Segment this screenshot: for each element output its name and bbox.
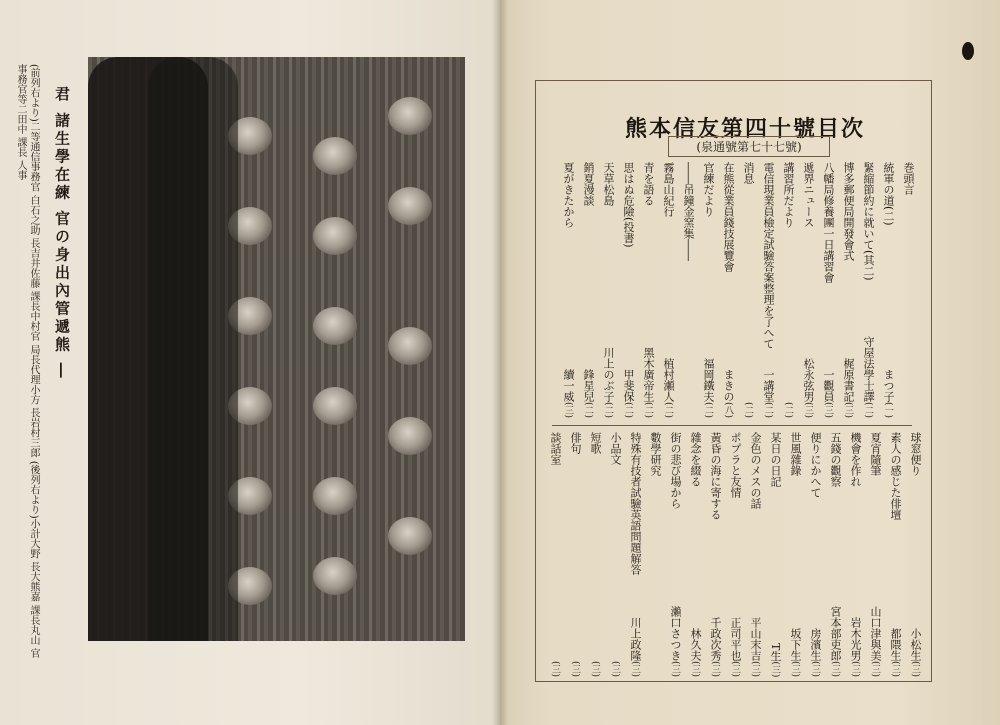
toc-entry-title: 霧島山紀行 [662, 162, 675, 217]
toc-entry-meta [845, 617, 865, 677]
toc-entry [605, 432, 625, 677]
toc-entry-title: 五錢の觀察 [829, 432, 842, 487]
toc-entry [765, 432, 785, 677]
toc-entry-page: (三) [870, 660, 880, 677]
toc-entry-meta [818, 369, 838, 418]
toc-entry-meta [778, 402, 798, 418]
toc-entry [625, 432, 645, 677]
toc-entry-page: (三) [630, 660, 640, 677]
toc-entry [658, 162, 678, 418]
toc-entry-author: 正司平也 [729, 616, 742, 661]
toc-entry [598, 162, 618, 418]
toc-entry-title: 雜念を綴る [689, 432, 702, 487]
toc-entry-meta [625, 617, 645, 677]
toc-lower-section [540, 432, 925, 677]
toc-entry [845, 432, 865, 677]
toc-entry-title: 夏がきたから [562, 162, 575, 228]
toc-entry-meta [858, 336, 878, 418]
toc-entry-page: (三) [803, 401, 813, 418]
toc-entry-meta [878, 369, 898, 418]
toc-entry-page: (二) [583, 401, 593, 418]
toc-entry-title: 世風雜錄 [789, 432, 802, 476]
group-photo [88, 57, 465, 641]
photo-caption-names: (前列右より)二等通信事務官 白石之助 長吉井佐藤 課長中村官 局長代理小方 長岩村三郎 (後列右より)小計大野 長大熊嘉 課長丸山 官事務官等二田中 課長 人事 [15, 64, 39, 659]
toc-entry-meta [785, 628, 805, 677]
toc-entry [785, 432, 805, 677]
toc-entry-page: (二) [603, 401, 613, 418]
toc-entry-title: 某日の日記 [769, 432, 782, 487]
toc-entry-page: (三) [690, 660, 700, 677]
toc-entry-page: (三) [770, 660, 780, 677]
toc-entry [558, 162, 578, 418]
toc-entry-page: (二) [783, 401, 793, 418]
toc-entry-title: 在熊從業員錢技展覽會 [722, 162, 735, 272]
toc-entry [678, 162, 698, 418]
toc-entry-title: 遞界ニュース [802, 162, 815, 228]
toc-entry-page: (二) [623, 401, 633, 418]
toc-entry-author: 川上政隆 [629, 616, 642, 661]
toc-entry-meta [838, 358, 858, 418]
toc-entry-author: 一觀員 [822, 368, 835, 402]
toc-entry-meta [758, 369, 778, 418]
photo-person [313, 387, 357, 425]
toc-entry-page: (三) [850, 660, 860, 677]
toc-entry-page: (二) [663, 401, 673, 418]
toc-entry-title: 機會を作れ [849, 432, 862, 487]
toc-entry-title: 銷夏漫談 [582, 162, 595, 206]
toc-entry-author: 瀨口さつき [669, 605, 682, 661]
toc-entry-author: 林久夫 [689, 627, 702, 661]
toc-entry-page: (三) [750, 660, 760, 677]
photo-caption-title: 君 諸生學在練 官の身出內管遞熊 ― [53, 86, 71, 381]
toc-entry-meta [865, 606, 885, 677]
toc-entry-author: 都隈生 [889, 627, 902, 661]
toc-entry-page: (三) [830, 660, 840, 677]
toc-entry-meta [605, 661, 625, 677]
toc-entry-author: 續一威 [562, 368, 575, 402]
photo-person [313, 477, 357, 515]
toc-entry-author: まきの [722, 368, 735, 402]
toc-entry-title: 黃昏の海に寄する [709, 432, 722, 520]
toc-entry-meta [798, 358, 818, 418]
toc-entry-title: 俳句 [569, 432, 582, 454]
toc-entry-meta [738, 402, 758, 418]
toc-entry-meta [745, 617, 765, 677]
toc-entry [685, 432, 705, 677]
toc-entry-meta [578, 369, 598, 418]
toc-entry-meta [638, 347, 658, 418]
toc-entry-author: 一講堂 [762, 368, 775, 402]
photo-person [388, 97, 432, 135]
toc-entry-page: (八) [723, 401, 733, 418]
toc-title: 熊本信友第四十號目次 [624, 116, 865, 142]
toc-entry-meta [725, 617, 745, 677]
toc-entry-title: 統軍の道(二) [882, 162, 895, 226]
toc-entry-page: (三) [570, 660, 580, 677]
toc-entry-author: 黑木廣帝生 [642, 346, 655, 402]
toc-entry [638, 162, 658, 418]
photo-person [313, 557, 357, 595]
toc-entry-title: 講習所だより [782, 162, 795, 228]
toc-entry-meta [585, 661, 605, 677]
binding-hole [962, 42, 974, 60]
toc-entry-page: (二) [763, 401, 773, 418]
toc-entry-title: 青を語る [642, 162, 655, 206]
toc-subtitle: (泉通號第七十七號) [668, 136, 830, 157]
toc-entry-author: 千政次秀 [709, 616, 722, 661]
toc-entry-author: 坂下生 [789, 627, 802, 661]
toc-entry [718, 162, 738, 418]
toc-entry-title: 博多郵便局開發會式 [842, 162, 855, 261]
toc-entry [698, 162, 718, 418]
photo-person [313, 217, 357, 255]
toc-entry-title: 數學研究 [649, 432, 662, 476]
toc-entry [738, 162, 758, 418]
photo-person [388, 327, 432, 365]
toc-entry [838, 162, 858, 418]
toc-entry-author: まつ子 [882, 368, 895, 402]
toc-entry-page: (三) [843, 401, 853, 418]
toc-entry-page: (三) [910, 660, 920, 677]
toc-entry [858, 162, 878, 418]
toc-entry-page: (三) [563, 401, 573, 418]
toc-entry-page: (二) [743, 401, 753, 418]
toc-entry [545, 432, 565, 677]
toc-entry-page: (二) [703, 401, 713, 418]
toc-entry [865, 432, 885, 677]
toc-entry-title: 思はぬ危險(投書) [622, 162, 635, 248]
toc-entry [565, 432, 585, 677]
photo-uniforms [148, 57, 238, 641]
toc-entry [705, 432, 725, 677]
toc-entry-title: 特殊有技者試驗英語問題解答 [629, 432, 642, 575]
toc-entry-title: 夏宵隨筆 [869, 432, 882, 476]
toc-entry-meta [905, 628, 925, 677]
toc-entry [618, 162, 638, 418]
book-gutter [492, 0, 508, 725]
toc-entry [818, 162, 838, 418]
toc-entry-meta [698, 358, 718, 418]
toc-entry-author: 松永弦男 [802, 357, 815, 402]
toc-entry-meta [885, 628, 905, 677]
toc-entry-title: 素人の感じた俳壇 [889, 432, 902, 520]
toc-entry [645, 432, 665, 677]
toc-entry-meta [665, 606, 685, 677]
toc-entry [745, 432, 765, 677]
toc-entry-meta [565, 661, 585, 677]
toc-entry-title: ポプラと友情 [729, 432, 742, 498]
toc-entry-page: (三) [810, 660, 820, 677]
toc-entry-author: T生 [769, 642, 782, 661]
toc-entry-title: 便りにかへて [809, 432, 822, 498]
toc-entry-page: (三) [710, 660, 720, 677]
toc-entry-title: 短歌 [589, 432, 602, 454]
toc-entry-page: (二) [643, 401, 653, 418]
photo-person [313, 307, 357, 345]
toc-entry-page: (三) [550, 660, 560, 677]
toc-entry-author: 山口津與美 [869, 605, 882, 661]
toc-entry-page: (一) [883, 401, 893, 418]
toc-entry-author: 宮本部吏郎 [829, 605, 842, 661]
toc-entry [725, 432, 745, 677]
toc-entry-title: 八幡局修養團一日講習會 [822, 162, 835, 283]
toc-section-divider [552, 425, 912, 426]
toc-entry [878, 162, 898, 418]
toc-entry-page: (三) [823, 401, 833, 418]
toc-entry-meta [805, 628, 825, 677]
toc-entry [798, 162, 818, 418]
toc-entry-meta [598, 347, 618, 418]
toc-entry-author: 梶原書記 [842, 357, 855, 402]
toc-entry-page: (三) [890, 660, 900, 677]
toc-entry-author: 守屋法學士譯 [862, 335, 875, 402]
toc-entry-title: 電信現業員檢定試驗答案整理を了へて [762, 162, 775, 349]
toc-entry-meta [825, 606, 845, 677]
toc-entry-title: 談話室 [549, 432, 562, 465]
toc-entry-title: 消息 [742, 162, 755, 184]
toc-entry [898, 162, 918, 418]
toc-entry-author: 植村瀬人 [662, 357, 675, 402]
toc-entry-author: 甲斐保 [622, 368, 635, 402]
photo-person [388, 187, 432, 225]
toc-entry-author: 川上のぶ子 [602, 346, 615, 402]
photo-person [388, 517, 432, 555]
toc-entry [905, 432, 925, 677]
toc-entry-author: 平山末吉 [749, 616, 762, 661]
toc-entry-meta [705, 617, 725, 677]
toc-entry-title: 官練だより [702, 162, 715, 217]
toc-entry-author: 鋒星兒 [582, 368, 595, 402]
toc-entry [825, 432, 845, 677]
toc-entry-meta [685, 628, 705, 677]
toc-entry-page: (三) [790, 660, 800, 677]
toc-entry-author: 岩木光男 [849, 616, 862, 661]
toc-entry-title: ――吊鐘金窯集―― [682, 162, 695, 261]
toc-entry-page: (三) [730, 660, 740, 677]
toc-entry-meta [718, 369, 738, 418]
toc-entry-title: 巻頭言 [902, 162, 915, 195]
toc-entry-author: 小松生 [909, 627, 922, 661]
toc-entry-meta [618, 369, 638, 418]
toc-entry-title: 小品文 [609, 432, 622, 465]
toc-entry-title: 球窓便り [909, 432, 922, 476]
toc-entry-page: (三) [610, 660, 620, 677]
toc-entry-meta [558, 369, 578, 418]
toc-entry-page: (二) [863, 401, 873, 418]
photo-person [388, 417, 432, 455]
toc-entry-page: (三) [590, 660, 600, 677]
toc-entry-meta [765, 643, 785, 677]
toc-entry-title: 緊縮節約に就いて(其二) [862, 162, 875, 281]
toc-entry-page: (三) [670, 660, 680, 677]
toc-entry [758, 162, 778, 418]
toc-upper-section [548, 162, 918, 418]
toc-entry-meta [545, 661, 565, 677]
toc-entry-author: 房濱生 [809, 627, 822, 661]
toc-entry-title: 街の悲び場から [669, 432, 682, 509]
toc-entry [778, 162, 798, 418]
toc-entry [665, 432, 685, 677]
toc-entry-author: 福岡鐵夫 [702, 357, 715, 402]
toc-entry [885, 432, 905, 677]
toc-entry [585, 432, 605, 677]
toc-entry-meta [658, 358, 678, 418]
toc-entry-title: 金色のメスの話 [749, 432, 762, 509]
toc-entry-title: 天草松島 [602, 162, 615, 206]
photo-person [313, 137, 357, 175]
toc-entry [805, 432, 825, 677]
toc-entry [578, 162, 598, 418]
